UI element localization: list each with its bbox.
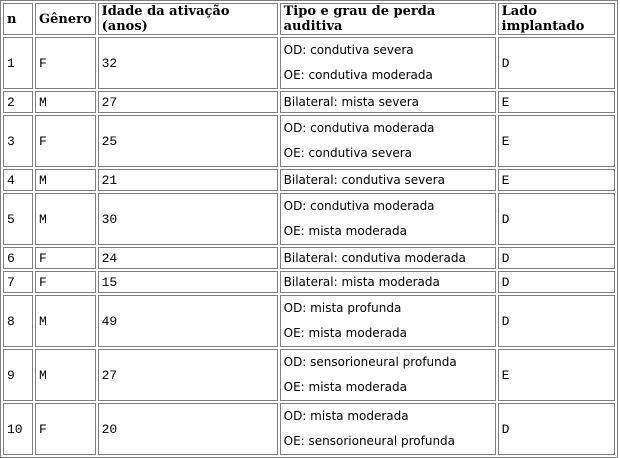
table-row	[3, 37, 615, 89]
cell-tipo-line: OE: condutiva severa	[283, 146, 412, 160]
table-row	[3, 91, 615, 113]
cell-tipo-line: OD: mista moderada	[283, 409, 409, 423]
cell-lado: E	[498, 169, 615, 191]
cell-genero: M	[35, 193, 96, 245]
table-row	[3, 403, 615, 455]
cell-n: 10	[3, 403, 33, 455]
cell-genero: F	[35, 247, 96, 269]
table-row	[3, 169, 615, 191]
header-lado: Lado implantado	[498, 3, 615, 35]
header-genero: Gênero	[35, 3, 96, 35]
cell-tipo-line: OE: mista moderada	[283, 224, 407, 238]
cell-idade: 30	[98, 193, 278, 245]
cell-n: 4	[3, 169, 33, 191]
cell-genero: M	[35, 349, 96, 401]
cell-lado: E	[498, 91, 615, 113]
cell-idade: 21	[98, 169, 278, 191]
cell-genero: M	[35, 91, 96, 113]
cell-tipo-line: OD: condutiva severa	[283, 43, 414, 57]
cell-idade: 32	[98, 37, 278, 89]
cell-tipo-line: OD: condutiva moderada	[283, 121, 435, 135]
cell-tipo-line: OE: mista moderada	[283, 326, 407, 340]
cell-lado: E	[498, 115, 615, 167]
table-body	[3, 37, 615, 455]
cell-n: 5	[3, 193, 33, 245]
cell-genero: F	[35, 37, 96, 89]
cell-tipo-line: OD: mista profunda	[283, 301, 402, 315]
cell-tipo	[280, 115, 496, 167]
cell-tipo-line: OE: mista moderada	[283, 380, 407, 394]
cell-tipo-line: Bilateral: condutiva moderada	[283, 251, 466, 265]
header-idade: Idade da ativação (anos)	[98, 3, 278, 35]
cell-lado: D	[498, 271, 615, 293]
cell-n: 2	[3, 91, 33, 113]
header-row	[3, 3, 615, 35]
cell-tipo-line: OD: sensorioneural profunda	[283, 355, 457, 369]
cell-n: 8	[3, 295, 33, 347]
cell-n: 3	[3, 115, 33, 167]
table-row	[3, 193, 615, 245]
cell-genero: M	[35, 295, 96, 347]
cell-tipo	[280, 271, 496, 293]
cell-idade: 24	[98, 247, 278, 269]
cell-idade: 25	[98, 115, 278, 167]
header-n: n	[3, 3, 33, 35]
cell-tipo-line: OE: sensorioneural profunda	[283, 434, 456, 448]
cell-genero: M	[35, 169, 96, 191]
cell-lado: D	[498, 247, 615, 269]
cell-n: 9	[3, 349, 33, 401]
cell-tipo	[280, 37, 496, 89]
cell-idade: 27	[98, 91, 278, 113]
cell-genero: F	[35, 271, 96, 293]
cell-lado: D	[498, 295, 615, 347]
cell-tipo	[280, 91, 496, 113]
cell-idade: 27	[98, 349, 278, 401]
cell-tipo	[280, 295, 496, 347]
cell-tipo	[280, 169, 496, 191]
cell-tipo-line: Bilateral: mista severa	[283, 95, 419, 109]
table-row	[3, 271, 615, 293]
cell-tipo	[280, 247, 496, 269]
cell-tipo	[280, 193, 496, 245]
cell-tipo-line: OD: condutiva moderada	[283, 199, 435, 213]
cell-n: 7	[3, 271, 33, 293]
table-row	[3, 115, 615, 167]
cell-n: 1	[3, 37, 33, 89]
cell-idade: 49	[98, 295, 278, 347]
cell-lado: D	[498, 193, 615, 245]
table-row	[3, 247, 615, 269]
cell-genero: F	[35, 115, 96, 167]
cell-lado: D	[498, 403, 615, 455]
table-row	[3, 295, 615, 347]
cell-tipo	[280, 403, 496, 455]
cell-tipo-line: Bilateral: mista moderada	[283, 275, 440, 289]
cell-idade: 15	[98, 271, 278, 293]
cell-n: 6	[3, 247, 33, 269]
cell-lado: D	[498, 37, 615, 89]
header-tipo: Tipo e grau de perda auditiva	[280, 3, 496, 35]
cell-lado: E	[498, 349, 615, 401]
cell-genero: F	[35, 403, 96, 455]
table-row	[3, 349, 615, 401]
cell-tipo	[280, 349, 496, 401]
cell-tipo-line: OE: condutiva moderada	[283, 68, 433, 82]
cell-tipo-line: Bilateral: condutiva severa	[283, 173, 445, 187]
cell-idade: 20	[98, 403, 278, 455]
